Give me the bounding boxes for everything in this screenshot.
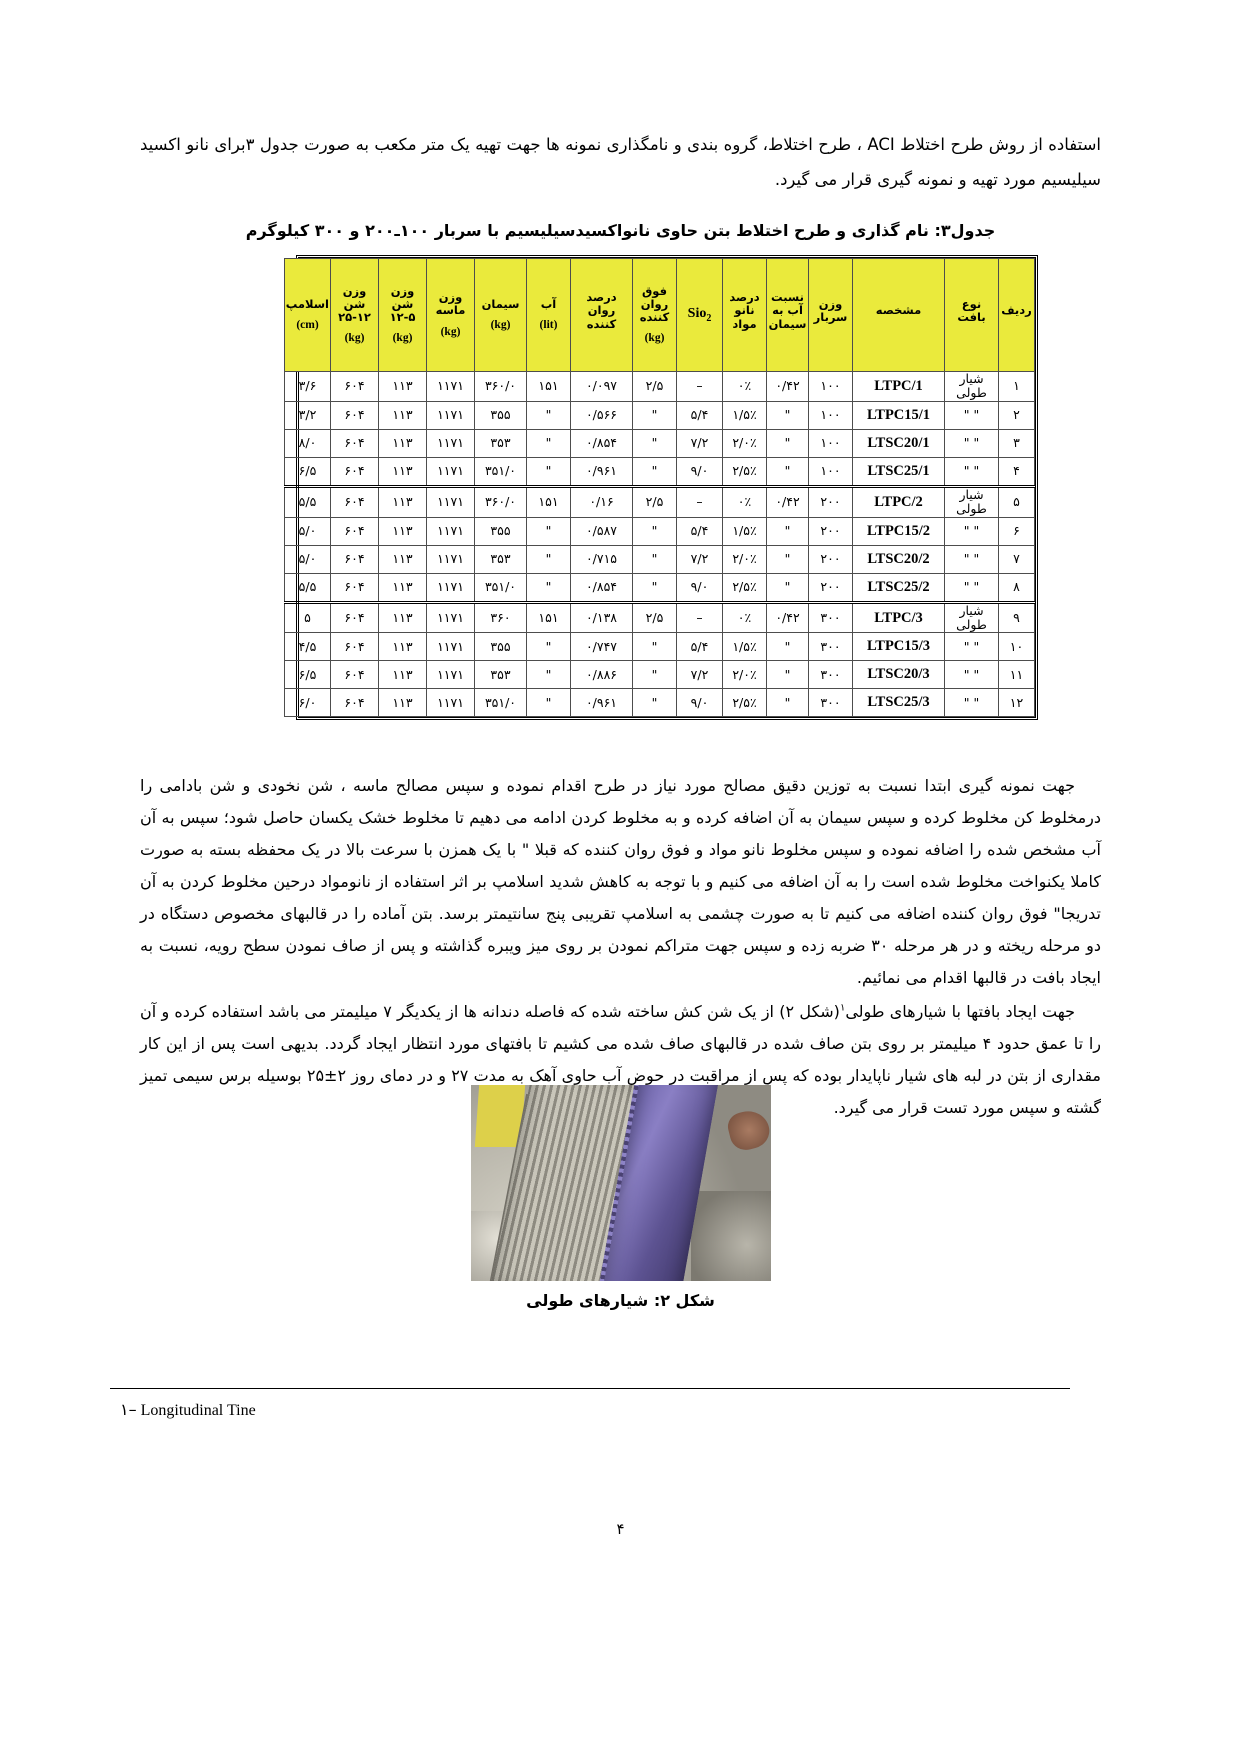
th-slump-label: اسلامپ xyxy=(285,296,329,311)
cell-cement: ۳۵۵ xyxy=(475,517,527,545)
cell-specimen-code: LTPC/1 xyxy=(853,372,945,402)
cell-texture-type: شیار طولی xyxy=(945,372,999,402)
cell-sio2: ۹/۰ xyxy=(677,689,723,717)
cell-radif: ۱۱ xyxy=(999,661,1035,689)
cell-sio2: ۷/۲ xyxy=(677,429,723,457)
cell-overburden-weight: ۳۰۰ xyxy=(809,633,853,661)
cell-plasticizer-percent: ۰/۷۴۷ xyxy=(571,633,633,661)
th-slump-unit: (cm) xyxy=(296,319,319,331)
cell-radif: ۱ xyxy=(999,372,1035,402)
cell-gravel-5-12: ۱۱۳ xyxy=(379,573,427,602)
cell-texture-type: " " xyxy=(945,633,999,661)
cell-overburden-weight: ۱۰۰ xyxy=(809,372,853,402)
footnote-text: Longitudinal Tine xyxy=(140,1402,256,1419)
cell-overburden-weight: ۲۰۰ xyxy=(809,545,853,573)
cell-water-cement-ratio: " xyxy=(767,545,809,573)
cell-nano-percent: ۱/۵٪ xyxy=(723,517,767,545)
cell-superplasticizer: " xyxy=(633,573,677,602)
th-superplasticizer xyxy=(633,259,677,372)
cell-specimen-code: LTPC/2 xyxy=(853,486,945,517)
cell-water: " xyxy=(527,517,571,545)
cell-water: " xyxy=(527,633,571,661)
cell-sio2: – xyxy=(677,602,723,633)
cell-gravel-12-25: ۶۰۴ xyxy=(331,573,379,602)
cell-texture-type: " " xyxy=(945,573,999,602)
cell-sio2: – xyxy=(677,372,723,402)
cell-cement: ۳۵۵ xyxy=(475,633,527,661)
table-header-row xyxy=(285,259,1035,372)
cell-plasticizer-percent: ۰/۸۸۶ xyxy=(571,661,633,689)
cell-slump: ۳/۶ xyxy=(285,372,331,402)
table-row xyxy=(285,401,1035,429)
cell-texture-type: " " xyxy=(945,429,999,457)
photo-rubble-right xyxy=(691,1191,771,1281)
cell-gravel-12-25: ۶۰۴ xyxy=(331,633,379,661)
table-row xyxy=(285,573,1035,602)
cell-nano-percent: ۰٪ xyxy=(723,486,767,517)
cell-specimen-code: LTSC25/3 xyxy=(853,689,945,717)
cell-sand-weight: ۱۱۷۱ xyxy=(427,372,475,402)
th-sio2-label: Sio$_2$ xyxy=(687,305,712,324)
cell-sio2: ۵/۴ xyxy=(677,401,723,429)
th-gravel-12-25-unit: (kg) xyxy=(344,332,365,345)
cell-nano-percent: ۲/۵٪ xyxy=(723,689,767,717)
cell-plasticizer-percent: ۰/۵۶۶ xyxy=(571,401,633,429)
th-water-unit: (lit) xyxy=(539,319,558,331)
cell-slump: ۴/۵ xyxy=(285,633,331,661)
cell-water-cement-ratio: " xyxy=(767,517,809,545)
cell-cement: ۳۵۵ xyxy=(475,401,527,429)
table-caption: جدول۳: نام گذاری و طرح اختلاط بتن حاوی نانواکسیدسیلیسیم با سربار ۱۰۰ـ۲۰۰ و ۳۰۰ کیلوگرم xyxy=(245,221,996,240)
th-water-cement-ratio-label: نسبت آب به سیمان xyxy=(768,290,807,331)
cell-sand-weight: ۱۱۷۱ xyxy=(427,602,475,633)
th-gravel-12-25-label: وزن شن ۱۲-۲۵ xyxy=(338,283,371,324)
cell-radif: ۵ xyxy=(999,486,1035,517)
cell-sand-weight: ۱۱۷۱ xyxy=(427,517,475,545)
cell-superplasticizer: " xyxy=(633,689,677,717)
cell-water: ۱۵۱ xyxy=(527,602,571,633)
cell-overburden-weight: ۲۰۰ xyxy=(809,517,853,545)
table-row xyxy=(285,602,1035,633)
cell-gravel-5-12: ۱۱۳ xyxy=(379,429,427,457)
figure-block xyxy=(0,1085,1241,1310)
th-water-cement-ratio xyxy=(767,259,809,372)
cell-superplasticizer: " xyxy=(633,633,677,661)
th-sand-weight-label: وزن ماسه xyxy=(435,290,466,318)
cell-overburden-weight: ۳۰۰ xyxy=(809,661,853,689)
cell-gravel-5-12: ۱۱۳ xyxy=(379,486,427,517)
cell-sio2: ۷/۲ xyxy=(677,545,723,573)
cell-gravel-12-25: ۶۰۴ xyxy=(331,545,379,573)
cell-cement: ۳۶۰/۰ xyxy=(475,372,527,402)
cell-gravel-12-25: ۶۰۴ xyxy=(331,661,379,689)
cell-overburden-weight: ۱۰۰ xyxy=(809,429,853,457)
cell-gravel-5-12: ۱۱۳ xyxy=(379,457,427,486)
cell-water: " xyxy=(527,661,571,689)
th-overburden-weight-label: وزن سربار xyxy=(813,296,848,324)
cell-overburden-weight: ۲۰۰ xyxy=(809,486,853,517)
cell-overburden-weight: ۱۰۰ xyxy=(809,457,853,486)
cell-gravel-5-12: ۱۱۳ xyxy=(379,372,427,402)
th-plasticizer-percent-label: درصد روان کننده xyxy=(586,290,617,331)
cell-water-cement-ratio: ۰/۴۲ xyxy=(767,372,809,402)
body-paragraph-2-rest: (شکل ۲) از یک شن کش ساخته شده که فاصله دندانه ها از یکدیگر ۷ میلیمتر می باشد استفاده کرده و آن را تا عمق حدود ۴ میلیمتر بر روی بتن صاف شده در قالبهای صاف شده می کشیم تا بافتهای مورد انتظار ایجاد گردد. بدیهی است پس از این کار مقداری از بتن در لبه های شیار ناپایدار بوده که پس از مراقبت در حوض آب حاوی آهک به مدت ۲۷ و در دمای روز ۲±۲۵ بوسیله برس سیمی تمیز گشته و سپس مورد تست قرار می گیرد. xyxy=(140,1002,1102,1117)
cell-water: " xyxy=(527,689,571,717)
cell-gravel-12-25: ۶۰۴ xyxy=(331,486,379,517)
th-sand-weight xyxy=(427,259,475,372)
cell-water-cement-ratio: " xyxy=(767,401,809,429)
cell-radif: ۹ xyxy=(999,602,1035,633)
cell-nano-percent: ۲/۰٪ xyxy=(723,661,767,689)
cell-texture-type: " " xyxy=(945,545,999,573)
cell-gravel-5-12: ۱۱۳ xyxy=(379,661,427,689)
cell-specimen-code: LTSC20/2 xyxy=(853,545,945,573)
cell-cement: ۳۵۳ xyxy=(475,429,527,457)
cell-water: " xyxy=(527,545,571,573)
footnote xyxy=(120,1400,256,1420)
cell-plasticizer-percent: ۰/۹۶۱ xyxy=(571,689,633,717)
cell-water-cement-ratio: " xyxy=(767,661,809,689)
cell-plasticizer-percent: ۰/۵۸۷ xyxy=(571,517,633,545)
cell-water-cement-ratio: ۰/۴۲ xyxy=(767,602,809,633)
cell-superplasticizer: " xyxy=(633,545,677,573)
cell-sand-weight: ۱۱۷۱ xyxy=(427,633,475,661)
cell-gravel-5-12: ۱۱۳ xyxy=(379,401,427,429)
cell-sand-weight: ۱۱۷۱ xyxy=(427,457,475,486)
cell-gravel-12-25: ۶۰۴ xyxy=(331,602,379,633)
cell-radif: ۴ xyxy=(999,457,1035,486)
cell-cement: ۳۵۳ xyxy=(475,545,527,573)
th-water xyxy=(527,259,571,372)
cell-sio2: ۵/۴ xyxy=(677,633,723,661)
cell-superplasticizer: " xyxy=(633,661,677,689)
cell-texture-type: " " xyxy=(945,517,999,545)
cell-sio2: ۹/۰ xyxy=(677,457,723,486)
th-gravel-5-12-label: وزن شن ۵-۱۲ xyxy=(389,283,416,324)
table-row xyxy=(285,633,1035,661)
th-gravel-5-12-unit: (kg) xyxy=(392,332,413,345)
cell-water-cement-ratio: " xyxy=(767,573,809,602)
table-row xyxy=(285,429,1035,457)
cell-overburden-weight: ۳۰۰ xyxy=(809,689,853,717)
th-specimen-code xyxy=(853,259,945,372)
th-gravel-12-25 xyxy=(331,259,379,372)
cell-water: ۱۵۱ xyxy=(527,372,571,402)
cell-gravel-5-12: ۱۱۳ xyxy=(379,602,427,633)
cell-slump: ۳/۲ xyxy=(285,401,331,429)
th-gravel-5-12 xyxy=(379,259,427,372)
mix-design-table-body xyxy=(285,372,1035,717)
cell-water-cement-ratio: " xyxy=(767,457,809,486)
th-nano-percent-label: درصد نانو مواد xyxy=(729,290,760,331)
cell-overburden-weight: ۳۰۰ xyxy=(809,602,853,633)
cell-radif: ۳ xyxy=(999,429,1035,457)
cell-radif: ۱۰ xyxy=(999,633,1035,661)
cell-superplasticizer: " xyxy=(633,457,677,486)
cell-plasticizer-percent: ۰/۸۵۴ xyxy=(571,573,633,602)
cell-cement: ۳۵۳ xyxy=(475,661,527,689)
cell-water: " xyxy=(527,401,571,429)
th-sand-weight-unit: (kg) xyxy=(440,325,461,338)
cell-cement: ۳۵۱/۰ xyxy=(475,689,527,717)
cell-texture-type: " " xyxy=(945,457,999,486)
cell-nano-percent: ۲/۰٪ xyxy=(723,429,767,457)
cell-slump: ۵/۵ xyxy=(285,573,331,602)
cell-sand-weight: ۱۱۷۱ xyxy=(427,661,475,689)
cell-specimen-code: LTPC15/1 xyxy=(853,401,945,429)
table-row xyxy=(285,689,1035,717)
cell-radif: ۱۲ xyxy=(999,689,1035,717)
table-row xyxy=(285,486,1035,517)
cell-specimen-code: LTSC20/3 xyxy=(853,661,945,689)
cell-specimen-code: LTSC20/1 xyxy=(853,429,945,457)
cell-cement: ۳۵۱/۰ xyxy=(475,573,527,602)
cell-radif: ۲ xyxy=(999,401,1035,429)
cell-water-cement-ratio: " xyxy=(767,689,809,717)
th-sio2 xyxy=(677,259,723,372)
cell-gravel-12-25: ۶۰۴ xyxy=(331,401,379,429)
th-overburden-weight xyxy=(809,259,853,372)
cell-gravel-12-25: ۶۰۴ xyxy=(331,457,379,486)
cell-gravel-12-25: ۶۰۴ xyxy=(331,372,379,402)
cell-slump: ۶/۵ xyxy=(285,457,331,486)
cell-nano-percent: ۱/۵٪ xyxy=(723,633,767,661)
cell-sand-weight: ۱۱۷۱ xyxy=(427,689,475,717)
cell-radif: ۶ xyxy=(999,517,1035,545)
body-paragraph-1: جهت نمونه گیری ابتدا نسبت به توزین دقیق مصالح مورد نیاز در طرح اقدام نموده و سپس مصالح ماسه ، شن نخودی و شن بادامی را درمخلوط کن مخلوط کرده و سپس سیمان به آن اضافه کرده و به مخلوط کردن ادامه می دهیم تا مخلوط خشک یکسان حاصل شود؛ سپس به آن آب مشخص شده را اضافه نموده و سپس مخلوط نانو مواد و فوق روان کننده که قبلا " با یک همزن با سرعت بالا در یک محفظه بسته به صورت کاملا یکنواخت مخلوط شده است را به آن اضافه می کنیم و با توجه به کاهش شدید اسلامپ بر اثر استفاده از نانومواد درحین مخلوط کردن به آن تدریجا" فوق روان کننده اضافه می کنیم تا به صورت چشمی به اسلامپ تقریبی پنج سانتیمتر برسد. بتن آماده را در قالبهای مخصوص دستگاه در دو مرحله ریخته و در هر مرحله ۳۰ ضربه زده و سپس جهت متراکم نمودن بر روی میز ویبره گذاشته و پس از صاف نمودن سطح رویه، نسبت به ایجاد بافت در قالبها اقدام می نمائیم. xyxy=(140,776,1101,987)
cell-slump: ۶/۰ xyxy=(285,689,331,717)
cell-cement: ۳۵۱/۰ xyxy=(475,457,527,486)
th-cement xyxy=(475,259,527,372)
cell-water-cement-ratio: " xyxy=(767,429,809,457)
cell-texture-type: شیار طولی xyxy=(945,486,999,517)
cell-plasticizer-percent: ۰/۷۱۵ xyxy=(571,545,633,573)
table-row xyxy=(285,661,1035,689)
footnote-separator xyxy=(110,1388,1070,1389)
th-cement-unit: (kg) xyxy=(490,319,511,331)
cell-cement: ۳۶۰/۰ xyxy=(475,486,527,517)
cell-sand-weight: ۱۱۷۱ xyxy=(427,545,475,573)
th-plasticizer-percent xyxy=(571,259,633,372)
cell-specimen-code: LTSC25/2 xyxy=(853,573,945,602)
cell-overburden-weight: ۱۰۰ xyxy=(809,401,853,429)
cell-slump: ۵/۰ xyxy=(285,545,331,573)
cell-plasticizer-percent: ۰/۱۳۸ xyxy=(571,602,633,633)
cell-superplasticizer: " xyxy=(633,429,677,457)
cell-texture-type: " " xyxy=(945,401,999,429)
cell-plasticizer-percent: ۰/۹۶۱ xyxy=(571,457,633,486)
cell-sand-weight: ۱۱۷۱ xyxy=(427,486,475,517)
table-row xyxy=(285,545,1035,573)
table-row xyxy=(285,457,1035,486)
cell-slump: ۵/۵ xyxy=(285,486,331,517)
th-radif xyxy=(999,259,1035,372)
cell-nano-percent: ۰٪ xyxy=(723,372,767,402)
cell-slump: ۵ xyxy=(285,602,331,633)
cell-texture-type: شیار طولی xyxy=(945,602,999,633)
figure-caption: شکل ۲: شیارهای طولی xyxy=(526,1291,715,1310)
cell-sio2: – xyxy=(677,486,723,517)
cell-nano-percent: ۲/۵٪ xyxy=(723,573,767,602)
cell-nano-percent: ۱/۵٪ xyxy=(723,401,767,429)
cell-nano-percent: ۲/۰٪ xyxy=(723,545,767,573)
cell-specimen-code: LTPC15/3 xyxy=(853,633,945,661)
mix-design-table xyxy=(284,258,1035,717)
cell-water: ۱۵۱ xyxy=(527,486,571,517)
cell-water-cement-ratio: " xyxy=(767,633,809,661)
cell-radif: ۷ xyxy=(999,545,1035,573)
cell-plasticizer-percent: ۰/۰۹۷ xyxy=(571,372,633,402)
cell-plasticizer-percent: ۰/۱۶ xyxy=(571,486,633,517)
cell-gravel-5-12: ۱۱۳ xyxy=(379,545,427,573)
figure-photo-longitudinal-tines xyxy=(471,1085,771,1281)
cell-sio2: ۹/۰ xyxy=(677,573,723,602)
cell-nano-percent: ۲/۵٪ xyxy=(723,457,767,486)
intro-paragraph: استفاده از روش طرح اختلاط ACI ، طرح اختلاط، گروه بندی و نامگذاری نمونه ها جهت تهیه یک متر مکعب به صورت جدول ۳برای نانو اکسید سیلیسیم مورد تهیه و نمونه گیری قرار می گیرد. xyxy=(140,135,1101,189)
cell-sio2: ۷/۲ xyxy=(677,661,723,689)
cell-superplasticizer: ۲/۵ xyxy=(633,602,677,633)
cell-gravel-12-25: ۶۰۴ xyxy=(331,429,379,457)
cell-slump: ۶/۵ xyxy=(285,661,331,689)
cell-nano-percent: ۰٪ xyxy=(723,602,767,633)
cell-sio2: ۵/۴ xyxy=(677,517,723,545)
th-superplasticizer-unit: (kg) xyxy=(644,332,665,345)
mix-design-table-container xyxy=(285,255,1038,720)
cell-overburden-weight: ۲۰۰ xyxy=(809,573,853,602)
th-specimen-code-label: مشخصه xyxy=(875,303,922,318)
cell-superplasticizer: " xyxy=(633,401,677,429)
cell-gravel-5-12: ۱۱۳ xyxy=(379,689,427,717)
th-radif-label: ردیف xyxy=(1001,303,1032,318)
cell-texture-type: " " xyxy=(945,661,999,689)
th-texture-type xyxy=(945,259,999,372)
cell-specimen-code: LTSC25/1 xyxy=(853,457,945,486)
cell-cement: ۳۶۰ xyxy=(475,602,527,633)
cell-specimen-code: LTPC15/2 xyxy=(853,517,945,545)
body-text-block xyxy=(140,770,1101,1126)
cell-radif: ۸ xyxy=(999,573,1035,602)
footnote-reference-marker: ۱ xyxy=(839,1002,846,1014)
cell-water: " xyxy=(527,457,571,486)
th-slump xyxy=(285,259,331,372)
cell-superplasticizer: " xyxy=(633,517,677,545)
th-texture-type-label: نوع بافت xyxy=(957,296,986,324)
cell-sand-weight: ۱۱۷۱ xyxy=(427,429,475,457)
th-nano-percent xyxy=(723,259,767,372)
cell-gravel-5-12: ۱۱۳ xyxy=(379,517,427,545)
cell-gravel-5-12: ۱۱۳ xyxy=(379,633,427,661)
footnote-marker: ۱– xyxy=(120,1400,137,1419)
cell-gravel-12-25: ۶۰۴ xyxy=(331,689,379,717)
page-number: ۴ xyxy=(616,1520,625,1538)
th-cement-label: سیمان xyxy=(481,296,520,311)
body-paragraph-2-prefix: جهت ایجاد بافتها با شیارهای طولی xyxy=(845,1002,1076,1021)
cell-specimen-code: LTPC/3 xyxy=(853,602,945,633)
table-row xyxy=(285,517,1035,545)
th-superplasticizer-label: فوق روان کننده xyxy=(639,283,670,324)
cell-texture-type: " " xyxy=(945,689,999,717)
th-water-label: آب xyxy=(540,296,557,311)
cell-plasticizer-percent: ۰/۸۵۴ xyxy=(571,429,633,457)
cell-water: " xyxy=(527,573,571,602)
cell-sand-weight: ۱۱۷۱ xyxy=(427,573,475,602)
cell-water: " xyxy=(527,429,571,457)
cell-superplasticizer: ۲/۵ xyxy=(633,372,677,402)
cell-superplasticizer: ۲/۵ xyxy=(633,486,677,517)
table-row xyxy=(285,372,1035,402)
cell-water-cement-ratio: ۰/۴۲ xyxy=(767,486,809,517)
cell-sand-weight: ۱۱۷۱ xyxy=(427,401,475,429)
cell-slump: ۵/۰ xyxy=(285,517,331,545)
cell-slump: ۸/۰ xyxy=(285,429,331,457)
cell-gravel-12-25: ۶۰۴ xyxy=(331,517,379,545)
